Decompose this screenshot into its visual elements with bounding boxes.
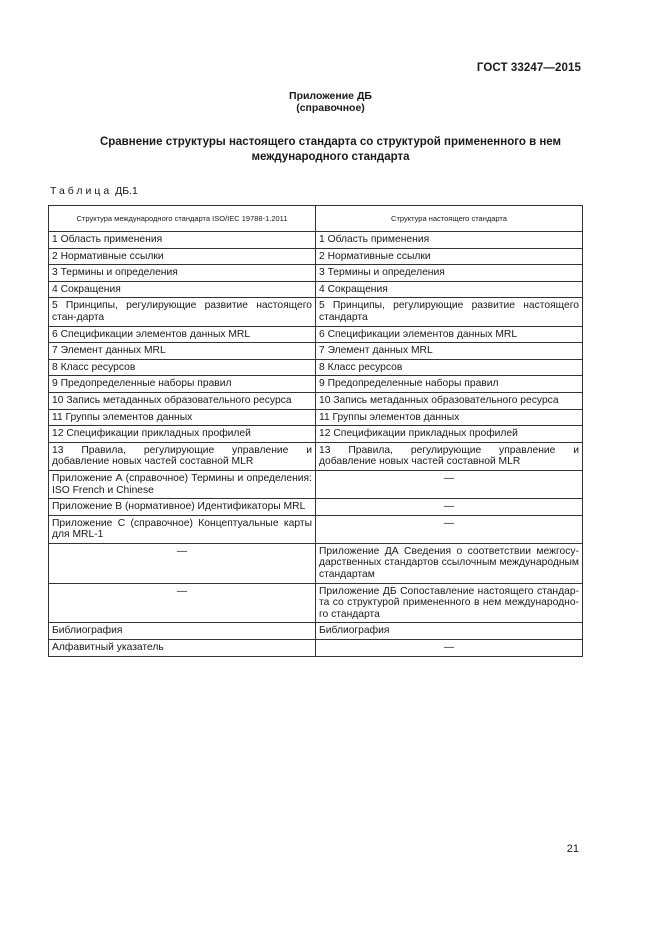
cell-international: 3 Термины и определения (49, 265, 316, 282)
annex-title: Приложение ДБ (289, 90, 372, 102)
cell-international: — (49, 583, 316, 623)
table-caption-prefix: Таблица (50, 185, 113, 197)
cell-national: 8 Класс ресурсов (316, 359, 583, 376)
cell-national: 7 Элемент данных MRL (316, 343, 583, 360)
table-row (49, 543, 583, 583)
cell-international: Приложение А (справочное) Термины и определения: ISO French и Chinese (49, 470, 316, 498)
cell-national: 12 Спецификации прикладных профилей (316, 426, 583, 443)
cell-national: 6 Спецификации элементов данных MRL (316, 326, 583, 343)
cell-national: Приложение ДА Сведения о соответствии межгосу-дарственных стандартов ссылочным международным стандартам (316, 543, 583, 583)
cell-international: Приложение С (справочное) Концептуальные карты для MRL-1 (49, 515, 316, 543)
cell-national: — (316, 499, 583, 516)
table-row (49, 470, 583, 498)
cell-national: 4 Сокращения (316, 281, 583, 298)
cell-international: 8 Класс ресурсов (49, 359, 316, 376)
table-body (49, 232, 583, 657)
table-row (49, 442, 583, 470)
cell-national: — (316, 640, 583, 657)
cell-international: — (49, 543, 316, 583)
cell-national: — (316, 470, 583, 498)
document-title (70, 135, 591, 165)
table-caption (50, 185, 138, 197)
table-row (49, 426, 583, 443)
table-row (49, 281, 583, 298)
cell-national: 1 Область применения (316, 232, 583, 249)
cell-international: 13 Правила, регулирующие управление и добавление новых частей составной MLR (49, 442, 316, 470)
table-row (49, 265, 583, 282)
cell-national: 11 Группы элементов данных (316, 409, 583, 426)
table-row (49, 409, 583, 426)
document-title-line-2: международного стандарта (251, 151, 410, 163)
cell-international: 10 Запись метаданных образовательного ресурса (49, 392, 316, 409)
cell-national: 2 Нормативные ссылки (316, 248, 583, 265)
cell-national: 13 Правила, регулирующие управление и добавление новых частей составной MLR (316, 442, 583, 470)
cell-national: Приложение ДБ Сопоставление настоящего стандар-та со структурой примененного в нем международно-го стандарта (316, 583, 583, 623)
table-row (49, 392, 583, 409)
cell-international: 6 Спецификации элементов данных MRL (49, 326, 316, 343)
cell-international: 7 Элемент данных MRL (49, 343, 316, 360)
cell-international: 4 Сокращения (49, 281, 316, 298)
cell-international: 5 Принципы, регулирующие развитие настоящего стан-дарта (49, 298, 316, 326)
column-header-national: Структура настоящего стандарта (316, 206, 583, 232)
table-row (49, 583, 583, 623)
cell-national: 10 Запись метаданных образовательного ресурса (316, 392, 583, 409)
table-row (49, 640, 583, 657)
table-row (49, 298, 583, 326)
cell-national: 9 Предопределенные наборы правил (316, 376, 583, 393)
cell-international: Алфавитный указатель (49, 640, 316, 657)
cell-international: Приложение В (нормативное) Идентификаторы MRL (49, 499, 316, 516)
cell-national: 5 Принципы, регулирующие развитие настоящего стандарта (316, 298, 583, 326)
table-row (49, 326, 583, 343)
standard-code: ГОСТ 33247—2015 (476, 62, 581, 74)
column-header-international: Структура международного стандарта ISO/IEC 19788-1.2011 (49, 206, 316, 232)
cell-national: — (316, 515, 583, 543)
cell-international: 9 Предопределенные наборы правил (49, 376, 316, 393)
cell-international: 12 Спецификации прикладных профилей (49, 426, 316, 443)
annex-kind: (справочное) (296, 102, 365, 114)
cell-international: 11 Группы элементов данных (49, 409, 316, 426)
cell-international: 1 Область применения (49, 232, 316, 249)
table-row (49, 359, 583, 376)
page-number: 21 (566, 843, 579, 855)
table-header-row (49, 206, 583, 232)
table-row (49, 515, 583, 543)
cell-international: 2 Нормативные ссылки (49, 248, 316, 265)
table-row (49, 499, 583, 516)
table-caption-number: ДБ.1 (115, 185, 138, 197)
cell-national: Библиография (316, 623, 583, 640)
cell-national: 3 Термины и определения (316, 265, 583, 282)
table-row (49, 343, 583, 360)
table-row (49, 248, 583, 265)
document-title-line-1: Сравнение структуры настоящего стандарта со структурой примененного в нем (99, 136, 562, 148)
annex-heading (0, 90, 661, 114)
table-row (49, 232, 583, 249)
table-row (49, 376, 583, 393)
comparison-table (48, 205, 583, 657)
table-row (49, 623, 583, 640)
cell-international: Библиография (49, 623, 316, 640)
